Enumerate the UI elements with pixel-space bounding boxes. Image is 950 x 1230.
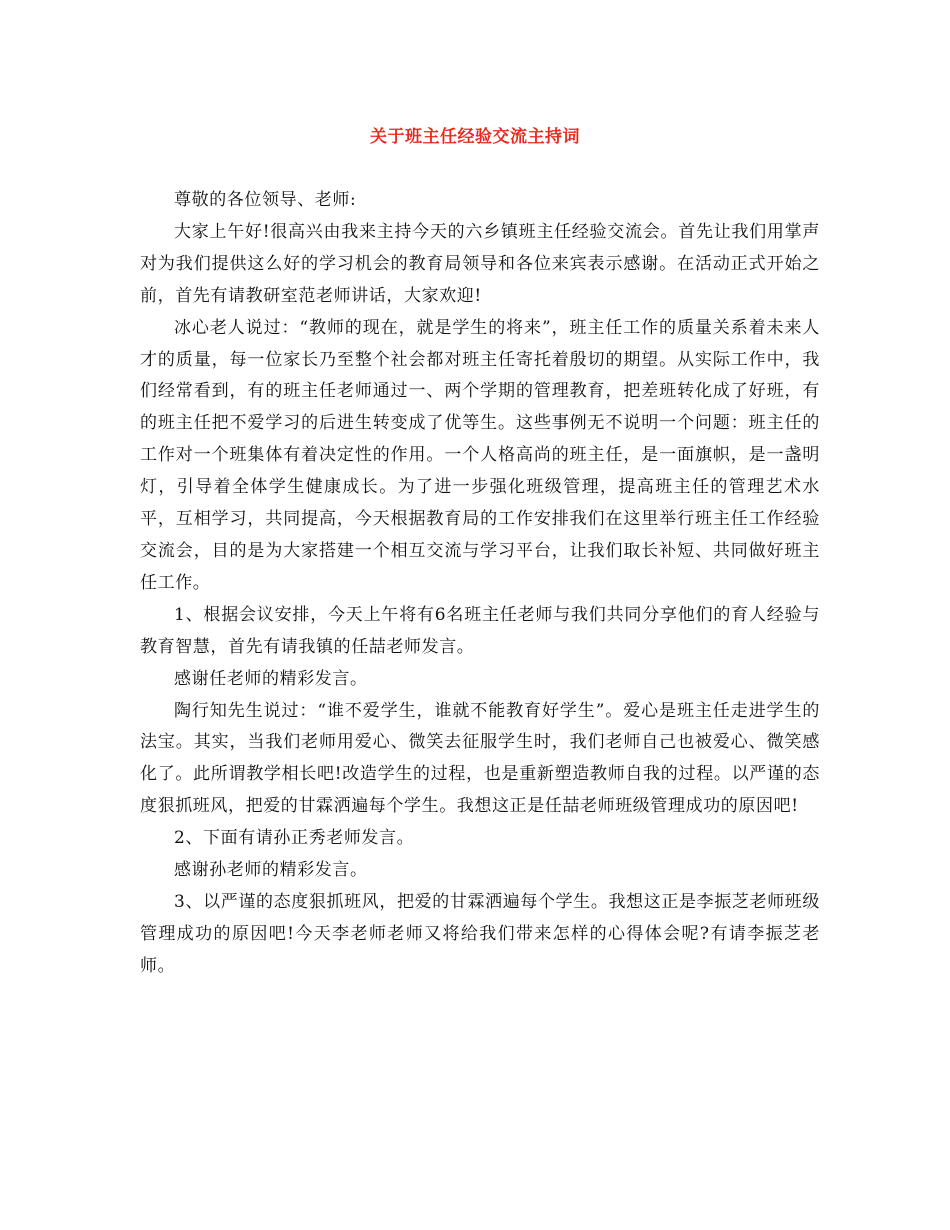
- paragraph-speaker-3: 3、以严谨的态度狠抓班风，把爱的甘霖洒遍每个学生。我想这正是李振芝老师班级管理成功的原因吧!今天李老师老师又将给我们带来怎样的心得体会呢?有请李振芝老师。: [140, 891, 820, 976]
- paragraph-thanks-1: 感谢任老师的精彩发言。: [174, 668, 368, 689]
- paragraph-thanks-2: 感谢孙老师的精彩发言。: [174, 860, 368, 881]
- paragraph-bingxin-quote: 冰心老人说过：“教师的现在，就是学生的将来”，班主任工作的质量关系着未来人才的质量，每一位家长乃至整个社会都对班主任寄托着殷切的期望。从实际工作中，我们经常看到，有的班主任老师通过一、两个学期的管理教育，把差班转化成了好班，有的班主任把不爱学习的后进生转变成了优等生。这些事例无不说明一个问题：班主任的工作对一个班集体有着决定性的作用。一个人格高尚的班主任，是一面旗帜，是一盏明灯，引导着全体学生健康成长。为了进一步强化班级管理，提高班主任的管理艺术水平，互相学习，共同提高，今天根据教育局的工作安排我们在这里举行班主任工作经验交流会，目的是为大家搭建一个相互交流与学习平台，让我们取长补短、共同做好班主任工作。: [140, 317, 820, 593]
- document-body: [140, 185, 820, 983]
- paragraph-speaker-2: 2、下面有请孙正秀老师发言。: [174, 828, 415, 849]
- paragraph-speaker-1: 1、根据会议安排，今天上午将有6名班主任老师与我们共同分享他们的育人经验与教育智慧，首先有请我镇的任喆老师发言。: [140, 604, 820, 657]
- paragraph-opening: 大家上午好!很高兴由我来主持今天的六乡镇班主任经验交流会。首先让我们用掌声对为我们提供这么好的学习机会的教育局领导和各位来宾表示感谢。在活动正式开始之前，首先有请教研室范老师讲话，大家欢迎!: [140, 221, 820, 306]
- document-title: 关于班主任经验交流主持词: [370, 127, 580, 147]
- paragraph-salutation: 尊敬的各位领导、老师:: [174, 190, 357, 210]
- paragraph-taoxingzhi-quote: 陶行知先生说过：“谁不爱学生，谁就不能教育好学生”。爱心是班主任走进学生的法宝。其实，当我们老师用爱心、微笑去征服学生时，我们老师自己也被爱心、微笑感化了。此所谓教学相长吧!改造学生的过程，也是重新塑造教师自我的过程。以严谨的态度狠抓班风，把爱的甘霖洒遍每个学生。我想这正是任喆老师班级管理成功的原因吧!: [140, 700, 820, 817]
